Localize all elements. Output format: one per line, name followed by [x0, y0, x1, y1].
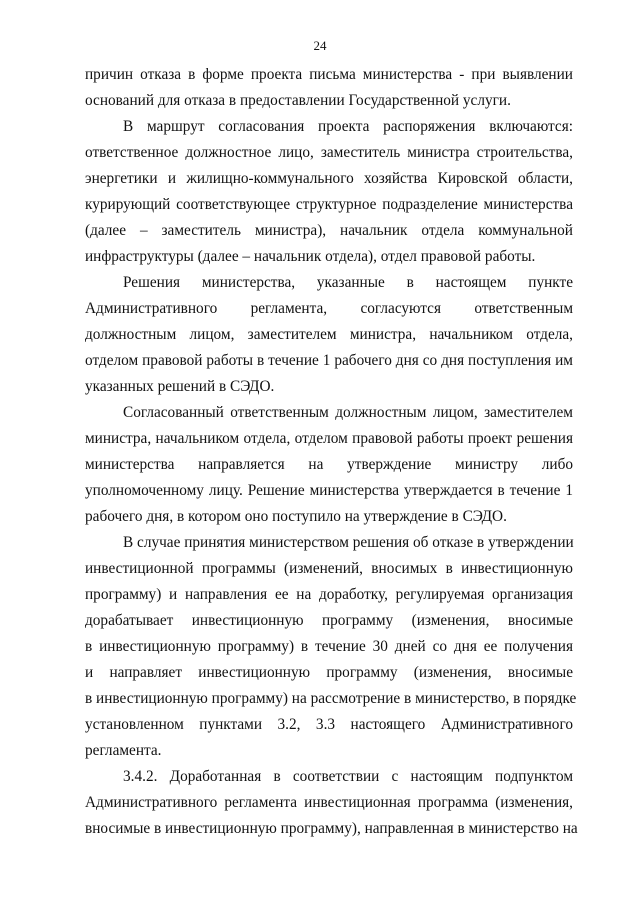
- page-number: 24: [313, 38, 327, 53]
- text-line: должностным лицом, заместителем министра, начальником отдела,: [85, 326, 573, 343]
- text-line: вносимые в инвестиционную программу), направленная в министерство на: [85, 820, 578, 837]
- text-line: Решения министерства, указанные в настоящем пункте: [123, 274, 573, 291]
- text-line: В случае принятия министерством решения об отказе в утверждении: [123, 534, 574, 551]
- text-line: дорабатывает инвестиционную программу (изменения, вносимые: [85, 612, 573, 629]
- text-line: в инвестиционную программу) в течение 30 дней со дня ее получения: [85, 638, 573, 655]
- text-line: отделом правовой работы в течение 1 рабочего дня со дня поступления им: [85, 352, 573, 369]
- text-line: курирующий соответствующее структурное подразделение министерства: [85, 196, 573, 213]
- text-line: ответственное должностное лицо, заместитель министра строительства,: [85, 144, 573, 161]
- text-line: 3.4.2. Доработанная в соответствии с настоящим подпунктом: [123, 768, 573, 785]
- text-line: Согласованный ответственным должностным лицом, заместителем: [123, 404, 573, 421]
- text-line: оснований для отказа в предоставлении Государственной услуги.: [85, 92, 511, 109]
- text-line: Административного регламента инвестиционная программа (изменения,: [85, 794, 573, 811]
- text-line: программу) и направления ее на доработку, регулируемая организация: [85, 586, 573, 603]
- text-line: и направляет инвестиционную программу (изменения, вносимые: [85, 664, 573, 681]
- text-line: Административного регламента, согласуются ответственным: [85, 300, 573, 317]
- text-line: причин отказа в форме проекта письма министерства - при выявлении: [85, 66, 573, 83]
- text-line: энергетики и жилищно-коммунального хозяйства Кировской области,: [85, 170, 573, 187]
- text-line: рабочего дня, в котором оно поступило на утверждение в СЭДО.: [85, 508, 507, 525]
- text-line: регламента.: [85, 742, 162, 759]
- text-line: в инвестиционную программу) на рассмотрение в министерство, в порядке: [85, 690, 577, 707]
- text-line: В маршрут согласования проекта распоряжения включаются:: [123, 118, 573, 135]
- text-line: инфраструктуры (далее – начальник отдела), отдел правовой работы.: [85, 248, 536, 265]
- text-line: министра, начальником отдела, отделом правовой работы проект решения: [85, 430, 573, 447]
- text-line: (далее – заместитель министра), начальник отдела коммунальной: [85, 222, 573, 239]
- text-line: указанных решений в СЭДО.: [85, 378, 275, 395]
- text-line: инвестиционной программы (изменений, вносимых в инвестиционную: [85, 560, 573, 577]
- text-line: министерства направляется на утверждение министру либо: [85, 456, 573, 473]
- text-line: установленном пунктами 3.2, 3.3 настоящего Административного: [85, 716, 573, 733]
- text-line: уполномоченному лицу. Решение министерства утверждается в течение 1: [85, 482, 573, 499]
